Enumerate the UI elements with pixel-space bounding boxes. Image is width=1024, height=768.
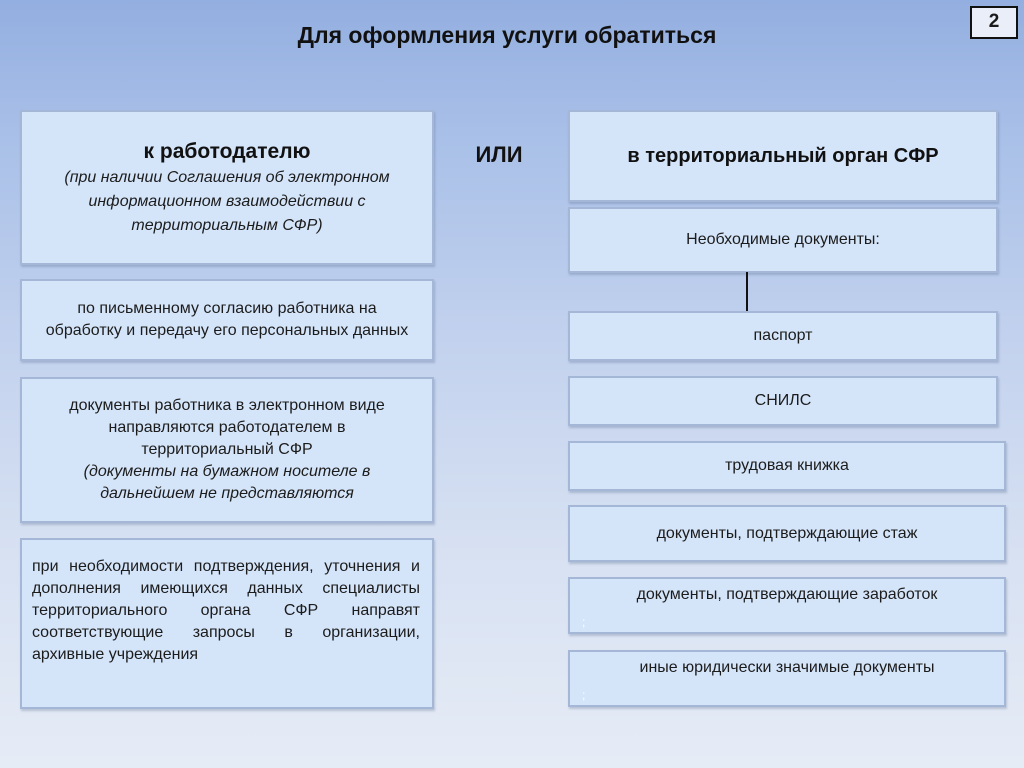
sfr-title: в территориальный орган СФР: [627, 145, 939, 167]
employer-box: [20, 110, 434, 265]
connector-line: [746, 272, 748, 312]
document-item: [568, 577, 1006, 634]
required-documents-label: Необходимые документы:: [686, 231, 880, 248]
page-number-badge: 2: [970, 6, 1018, 39]
document-item-label: документы, подтверждающие заработок: [636, 586, 938, 603]
document-item-label: СНИЛС: [754, 392, 812, 409]
document-item: [568, 311, 998, 361]
document-item: [568, 441, 1006, 491]
document-item: [568, 650, 1006, 707]
inquiry-text: при необходимости подтверждения, уточнения и дополнения имеющихся данных специалисты территориального органа СФР направят соответствующие запросы в организации, архивные учреждения: [32, 558, 420, 663]
required-documents-box: [568, 207, 998, 273]
item-marker: ;: [582, 615, 586, 629]
document-item-label: паспорт: [753, 327, 813, 344]
document-item: [568, 505, 1006, 562]
consent-box: [20, 279, 434, 361]
item-marker: ;: [582, 688, 586, 702]
consent-text: по письменному согласию работника на обработку и передачу его персональных данных: [45, 300, 409, 339]
document-item: [568, 376, 998, 426]
employer-title: к работодателю: [143, 139, 311, 163]
or-label: ИЛИ: [475, 142, 523, 167]
electronic-documents-note: (документы на бумажном носителе в дальнейшем не представляются: [83, 463, 371, 502]
inquiry-box: [20, 538, 434, 709]
employer-note: (при наличии Соглашения об электронном информационном взаимодействии с территориальным СФР): [64, 168, 390, 234]
document-item-label: иные юридически значимые документы: [639, 659, 935, 676]
sfr-box: [568, 110, 998, 202]
electronic-documents-box: [20, 377, 434, 523]
document-item-label: документы, подтверждающие стаж: [656, 524, 918, 542]
page-title: Для оформления услуги обратиться: [297, 22, 717, 48]
electronic-documents-text: документы работника в электронном виде направляются работодателем в территориальный СФР: [69, 397, 385, 458]
document-item-label: трудовая книжка: [725, 457, 849, 474]
